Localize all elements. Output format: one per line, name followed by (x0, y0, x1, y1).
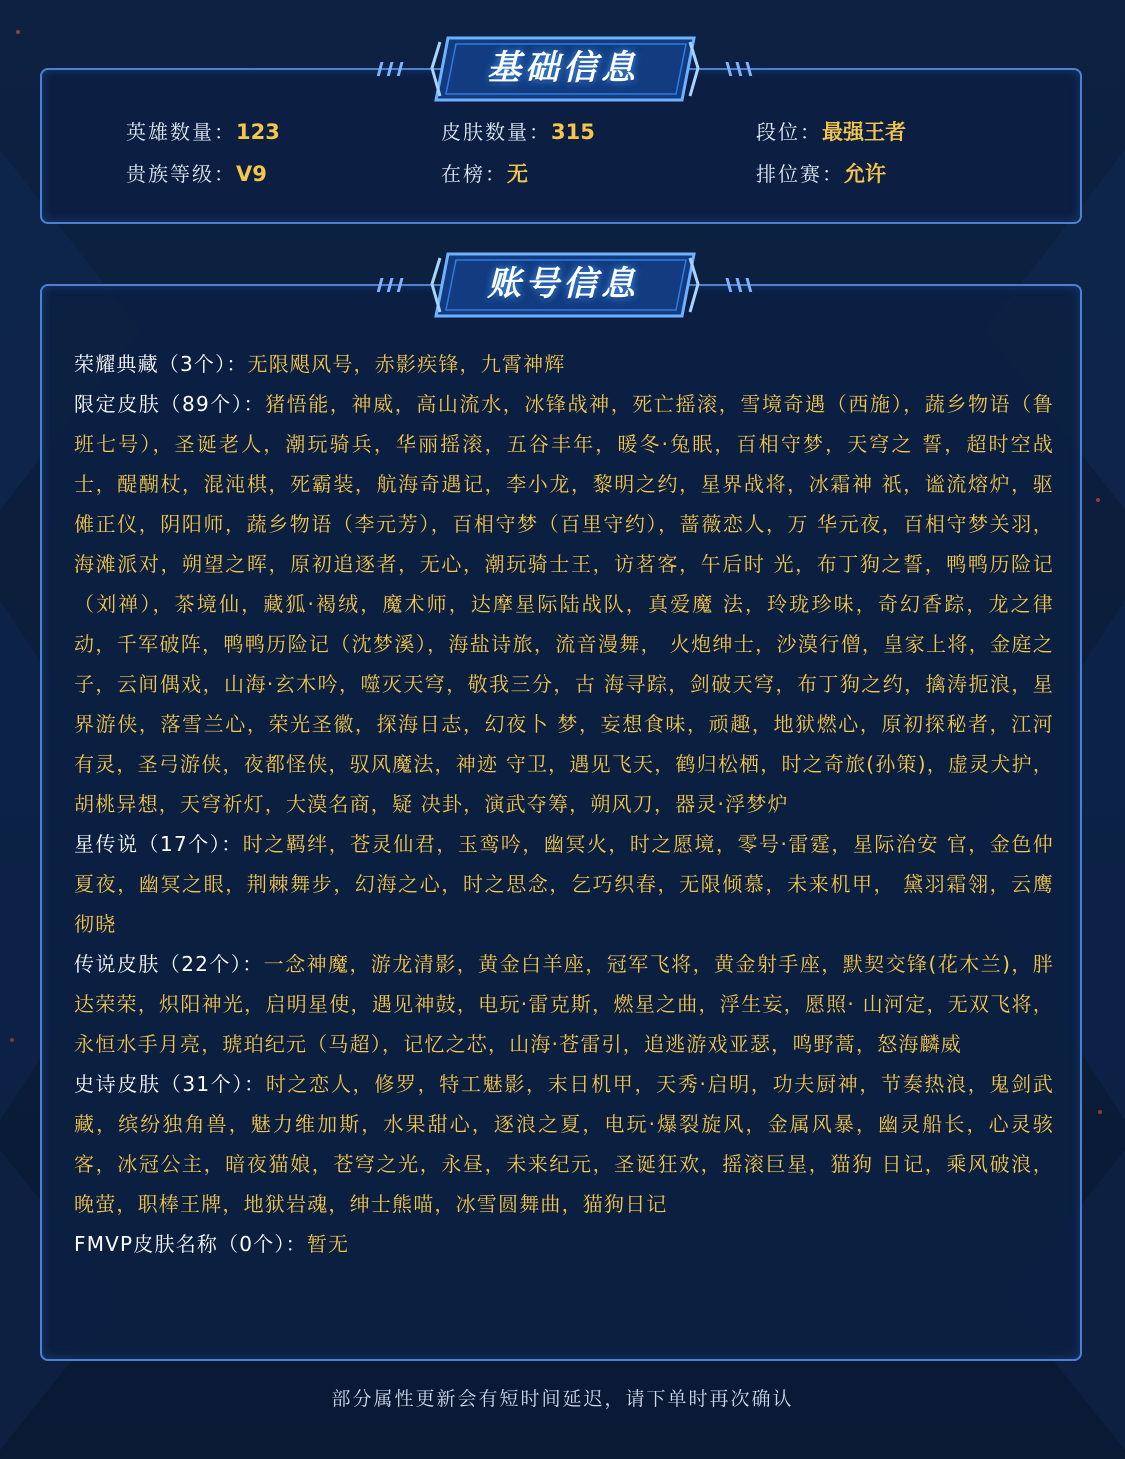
stat-noble-level: 贵族等级：V9 (126, 162, 267, 186)
section-legend-skins: 传说皮肤（22个）：一念神魔，游龙清影，黄金白羊座，冠军飞将，黄金射手座，默契交锋(花木兰)，胖达荣荣，炽阳神光，启明星使，遇见神鼓，电玩·雷克斯，燃星之曲，浮生妄，愿照· 山河定，无双飞将，永恒水手月亮，琥珀纪元（马超），记忆之芯，山海·苍雷引，追逃游戏亚瑟，鸣野蒿，怒海麟威 (74, 952, 1054, 1056)
stat-hero-count: 英雄数量：123 (126, 120, 280, 144)
stat-ranked-allowed: 排位赛：允许 (756, 162, 886, 186)
section-honor-collection: 荣耀典藏（3个）：无限飓风号，赤影疾锋，九霄神辉 (74, 352, 566, 376)
account-info-header (0, 250, 1125, 320)
section-epic-skins: 史诗皮肤（31个）：时之恋人，修罗，特工魅影，末日机甲，天秀·启明，功夫厨神，节奏热浪，鬼剑武藏，缤纷独角兽，魅力维加斯，水果甜心，逐浪之夏，电玩·爆裂旋风，金属风暴，幽灵船长，心灵骇客，冰冠公主，暗夜猫娘，苍穹之光，永昼，未来纪元，圣诞狂欢，摇滚巨星，猫狗 日记，乘风破浪，晚萤，职棒王牌，地狱岩魂，绅士熊喵，冰雪圆舞曲，猫狗日记 (74, 1072, 1054, 1216)
account-info-title: 账号信息 (487, 264, 639, 304)
account-info-body (74, 344, 1054, 1264)
stat-rank: 段位：最强王者 (756, 120, 906, 144)
section-fmvp-skins: FMVP皮肤名称（0个）：暂无 (74, 1232, 350, 1256)
section-limited-skins: 限定皮肤（89个）：猪悟能，神威，高山流水，冰锋战神，死亡摇滚，雪境奇遇（西施），蔬乡物语（鲁班七号），圣诞老人，潮玩骑兵，华丽摇滚，五谷丰年，暖冬·兔眠，百相守梦，天穹之 誓，超时空战士，醍醐杖，混沌棋，死霸装，航海奇遇记，李小龙，黎明之约，星界战将，冰霜神 祇，谧流熔炉，驱傩正仪，阴阳师，蔬乡物语（李元芳），百相守梦（百里守约），蔷薇恋人，万 华元夜，百相守梦关羽，海滩派对，朔望之晖，原初追逐者，无心，潮玩骑士王，访茗客，午后时 光，布丁狗之誓，鸭鸭历险记（刘禅），茶境仙，藏狐·褐绒，魔术师，达摩星际陆战队，真爱魔 法，玲珑珍味，奇幻香踪，龙之律动，千军破阵，鸭鸭历险记（沈梦溪），海盐诗旅，流音漫舞， 火炮绅士，沙漠行僧，皇家上将，金庭之子，云间偶戏，山海·玄木吟，噬灭天穹，敬我三分，古 海寻踪，剑破天穹，布丁狗之约，擒涛扼浪，星界游侠，落雪兰心，荣光圣徽，探海日志，幻夜卜 梦，妄想食味，顽趣，地狱燃心，原初探秘者，江河有灵，圣弓游侠，夜都怪侠，驭风魔法，神迹 守卫，遇见飞天，鹤归松栖，时之奇旅(孙策)，虚灵犬护，胡桃异想，天穹祈灯，大漠名商，疑 决卦，演武夺筹，朔风刀，器灵·浮梦炉 (74, 392, 1054, 816)
stat-on-leaderboard: 在榜：无 (441, 162, 528, 186)
basic-info-header (0, 34, 1125, 104)
basic-info-title: 基础信息 (487, 48, 639, 88)
stat-skin-count: 皮肤数量：315 (441, 120, 595, 144)
section-star-legend: 星传说（17个）：时之羁绊，苍灵仙君，玉鸾吟，幽冥火，时之愿境，零号·雷霆，星际治安 官，金色仲夏夜，幽冥之眼，荆棘舞步，幻海之心，时之思念，乞巧织春，无限倾慕，未来机甲， 黛羽霜翎，云鹰彻晓 (74, 832, 1055, 936)
footer-note: 部分属性更新会有短时间延迟，请下单时再次确认 (331, 1388, 794, 1410)
account-info-panel (40, 284, 1082, 1361)
basic-stats-grid (126, 120, 1066, 186)
